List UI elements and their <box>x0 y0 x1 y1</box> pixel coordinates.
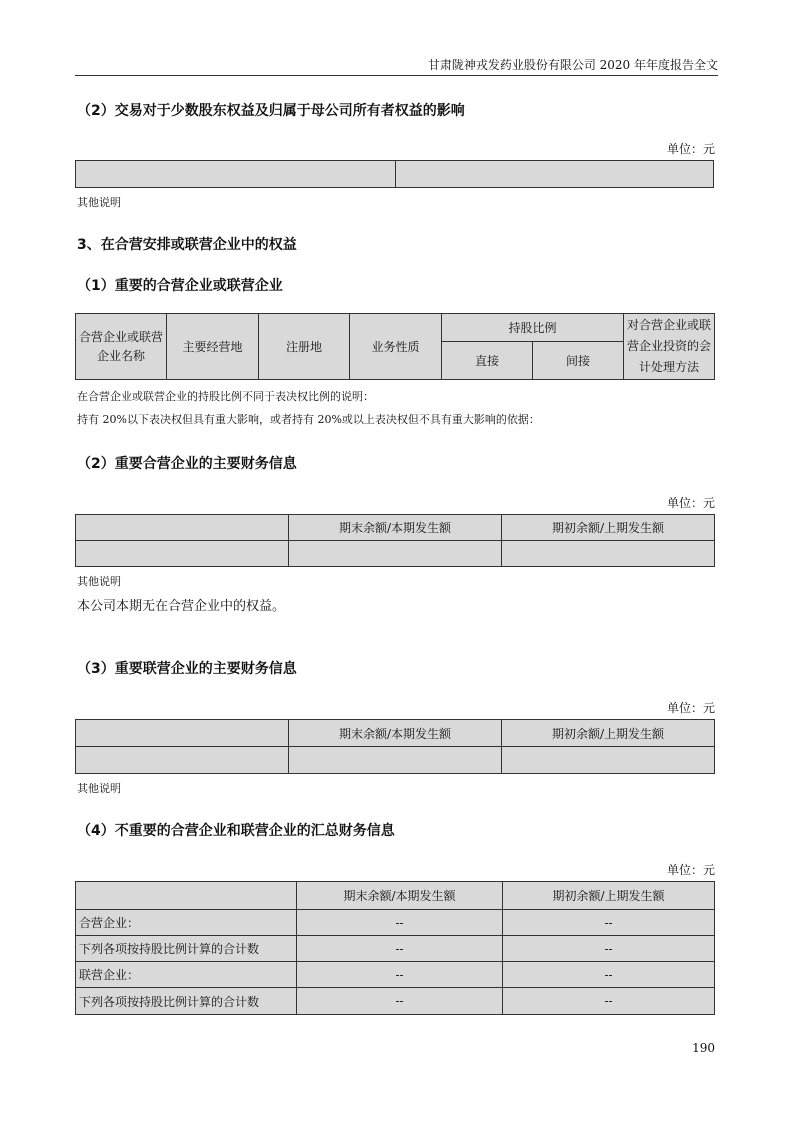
unit-label: 单位：元 <box>666 496 715 510</box>
row-label: 下列各项按持股比例计算的合计数 <box>76 936 297 962</box>
table-cell <box>76 882 297 910</box>
row-value-end: -- <box>297 988 503 1015</box>
table-cell <box>76 161 396 188</box>
section-heading-minority: （2）交易对于少数股东权益及归属于母公司所有者权益的影响 <box>77 103 465 119</box>
section-heading-summary-financial: （4）不重要的合营企业和联营企业的汇总财务信息 <box>77 823 395 839</box>
section-heading-important-jv: （1）重要的合营企业或联营企业 <box>77 278 283 294</box>
other-notes-label: 其他说明 <box>77 575 121 588</box>
row-label: 合营企业： <box>76 910 297 936</box>
row-value-end: -- <box>297 936 503 962</box>
col-header-period-begin: 期初余额/上期发生额 <box>502 515 715 541</box>
col-header-period-end: 期末余额/本期发生额 <box>297 882 503 910</box>
other-notes-label: 其他说明 <box>77 782 121 795</box>
col-header-period-begin: 期初余额/上期发生额 <box>503 882 715 910</box>
minority-table <box>75 160 714 188</box>
no-jv-statement: 本公司本期无在合营企业中的权益。 <box>77 599 286 614</box>
ratio-difference-note: 在合营企业或联营企业的持股比例不同于表决权比例的说明： <box>77 390 374 403</box>
row-value-begin: -- <box>503 988 715 1015</box>
table-cell <box>76 541 289 567</box>
table-cell <box>76 720 289 747</box>
col-header-period-end: 期末余额/本期发生额 <box>289 515 502 541</box>
jv-financial-table <box>75 514 715 567</box>
row-value-begin: -- <box>503 962 715 988</box>
header-holding-ratio: 持股比例 <box>442 314 624 342</box>
associate-financial-table <box>75 719 715 774</box>
unit-label: 单位：元 <box>666 142 715 156</box>
jv-associate-table <box>75 313 715 380</box>
page-number: 190 <box>692 1041 715 1055</box>
table-cell <box>76 515 289 541</box>
table-cell <box>502 541 715 567</box>
table-cell <box>396 161 714 188</box>
header-registered-place: 注册地 <box>259 314 350 380</box>
header-direct: 直接 <box>442 342 533 380</box>
col-header-period-begin: 期初余额/上期发生额 <box>502 720 715 747</box>
table-cell <box>289 747 502 774</box>
row-label: 下列各项按持股比例计算的合计数 <box>76 988 297 1015</box>
page-header-title: 甘肃陇神戎发药业股份有限公司 2020 年年度报告全文 <box>427 58 718 72</box>
unit-label: 单位：元 <box>666 863 715 877</box>
section-heading-jv-financial: （2）重要合营企业的主要财务信息 <box>77 456 297 472</box>
row-value-begin: -- <box>503 910 715 936</box>
significant-influence-note: 持有 20%以下表决权但具有重大影响，或者持有 20%或以上表决权但不具有重大影响的依据： <box>77 413 540 426</box>
section-heading-associate-financial: （3）重要联营企业的主要财务信息 <box>77 661 297 677</box>
header-business-nature: 业务性质 <box>350 314 442 380</box>
table-cell <box>502 747 715 774</box>
row-label: 联营企业： <box>76 962 297 988</box>
other-notes-label: 其他说明 <box>77 196 121 209</box>
table-cell <box>289 541 502 567</box>
header-divider <box>75 75 718 76</box>
row-value-end: -- <box>297 910 503 936</box>
unit-label: 单位：元 <box>666 701 715 715</box>
row-value-begin: -- <box>503 936 715 962</box>
header-accounting-method: 对合营企业或联营企业投资的会计处理方法 <box>624 314 715 380</box>
section-heading-equity: 3、在合营安排或联营企业中的权益 <box>77 237 297 253</box>
header-entity-name: 合营企业或联营企业名称 <box>76 314 167 380</box>
row-value-end: -- <box>297 962 503 988</box>
col-header-period-end: 期末余额/本期发生额 <box>289 720 502 747</box>
table-cell <box>76 747 289 774</box>
header-main-place: 主要经营地 <box>167 314 259 380</box>
header-indirect: 间接 <box>533 342 624 380</box>
summary-financial-table <box>75 881 715 1015</box>
